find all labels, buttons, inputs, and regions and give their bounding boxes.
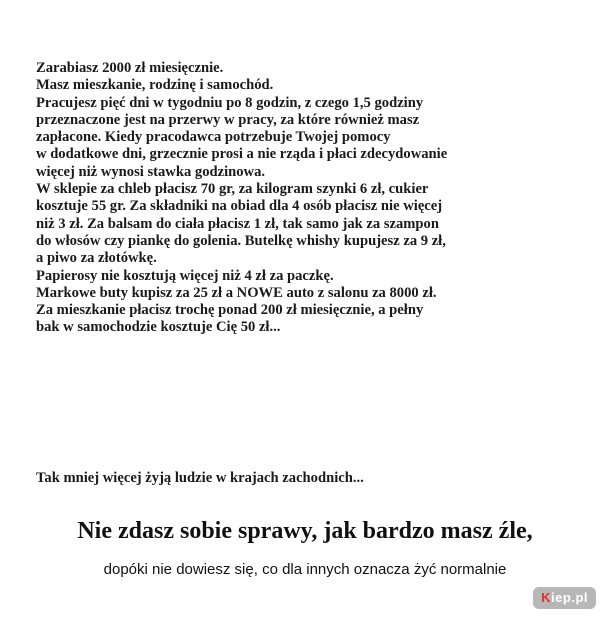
text-line: Papierosy nie kosztują więcej niż 4 zł za paczkę. [36, 267, 334, 284]
text-line: a piwo za złotówkę. [36, 250, 157, 267]
text-line: W sklepie za chleb płacisz 70 gr, za kilogram szynki 6 zł, cukier [36, 181, 429, 198]
text-line: bak w samochodzie kosztuje Cię 50 zł... [36, 319, 281, 336]
text-line: Pracujesz pięć dni w tygodniu po 8 godzin, z czego 1,5 godziny [36, 94, 424, 111]
text-line: przeznaczone jest na przerwy w pracy, za które również masz [36, 111, 420, 128]
text-line: niż 3 zł. Za balsam do ciała płacisz 1 zł, tak samo jak za szampon [36, 215, 439, 232]
main-text-block [36, 60, 576, 337]
text-line: Zarabiasz 2000 zł miesięcznie. [36, 60, 224, 76]
headline: Nie zdasz sobie sprawy, jak bardzo masz źle, [77, 518, 533, 544]
text-line: Markowe buty kupisz za 25 zł a NOWE auto z salonu za 8000 zł. [36, 284, 437, 301]
text-line: Za mieszkanie płacisz trochę ponad 200 zł miesięcznie, a pełny [36, 302, 424, 319]
text-line: do włosów czy piankę do golenia. Butelkę whishy kupujesz za 9 zł, [36, 232, 446, 249]
text-line: więcej niż wynosi stawka godzinowa. [36, 163, 266, 180]
watermark-logo [533, 587, 596, 609]
watermark-first-letter: K [541, 590, 552, 605]
text-line: zapłacone. Kiedy pracodawca potrzebuje Twojej pomocy [36, 129, 391, 146]
text-line: w dodatkowe dni, grzecznie prosi a nie rząda i płaci zdecydowanie [36, 146, 448, 163]
text-line: Masz mieszkanie, rodzinę i samochód. [36, 77, 274, 94]
tagline: Tak mniej więcej żyją ludzie w krajach zachodnich... [36, 470, 364, 486]
text-line: kosztuje 55 gr. Za składniki na obiad dla 4 osób płacisz nie więcej [36, 198, 443, 215]
watermark-rest: iep.pl [551, 590, 588, 605]
subline: dopóki nie dowiesz się, co dla innych oznacza żyć normalnie [103, 561, 507, 578]
